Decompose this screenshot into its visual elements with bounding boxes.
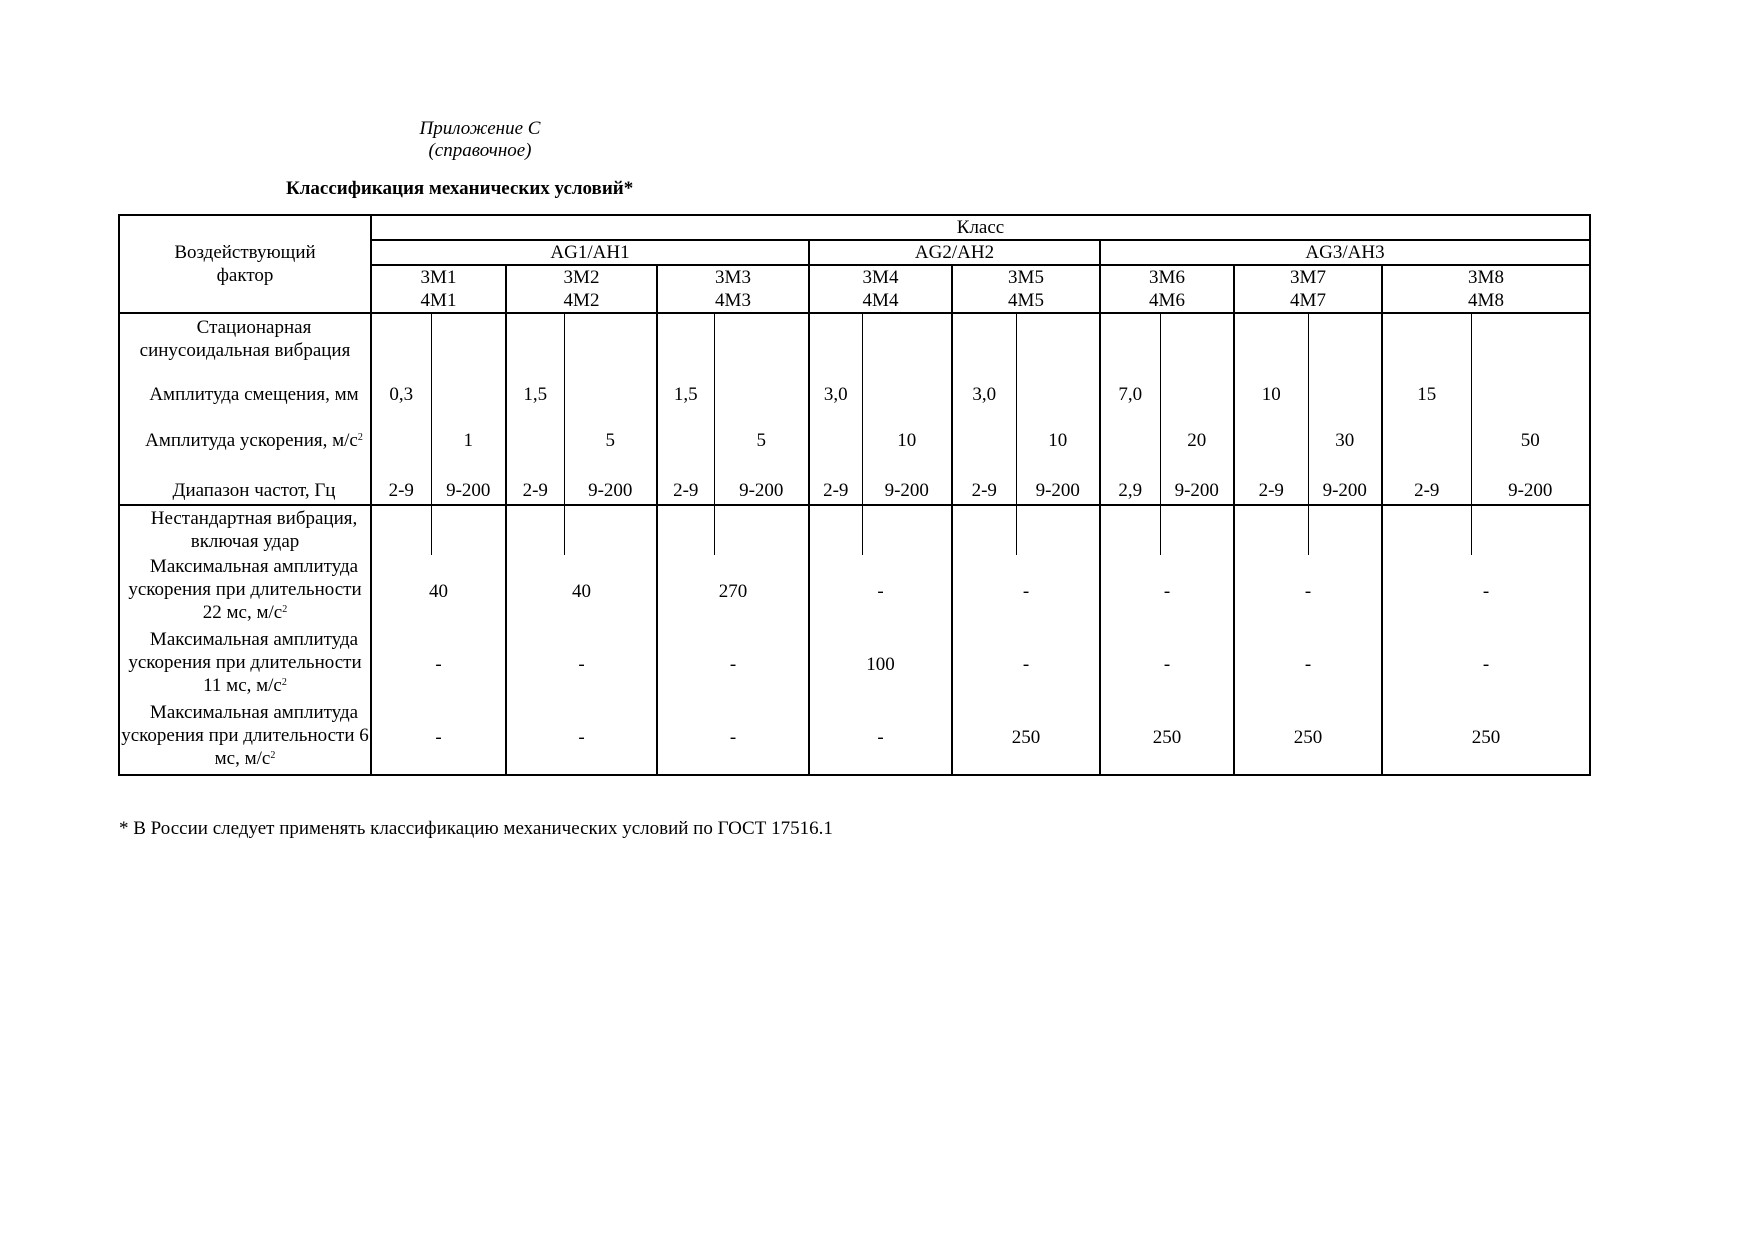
frequency-high: 9-200 bbox=[862, 477, 952, 505]
table-row bbox=[119, 628, 1590, 701]
displacement-value: 15 bbox=[1417, 384, 1437, 405]
class-header-m2: 3M2 4M2 bbox=[506, 265, 657, 313]
shock-value: - bbox=[809, 701, 952, 775]
acceleration-value: 30 bbox=[1308, 429, 1382, 477]
class-header-m1: 3M1 4M1 bbox=[371, 265, 506, 313]
shock-value: - bbox=[952, 628, 1100, 701]
table-row bbox=[119, 477, 1590, 505]
shock-value: 250 bbox=[1100, 701, 1234, 775]
classification-table-container bbox=[118, 214, 1591, 776]
shock-value: - bbox=[809, 555, 952, 628]
frequency-high: 9-200 bbox=[1160, 477, 1234, 505]
shock-section-title: Нестандартная вибрация, включая удар bbox=[119, 505, 371, 555]
shock-value: - bbox=[1382, 628, 1590, 701]
frequency-high: 9-200 bbox=[714, 477, 809, 505]
frequency-low: 2-9 bbox=[1234, 477, 1308, 505]
class-header-m6: 3M6 4M6 bbox=[1100, 265, 1234, 313]
shock-11ms-label: Максимальная амплитуда ускорения при длительности 11 мс, $м/с^2$ bbox=[119, 628, 371, 701]
frequency-low: 2,9 bbox=[1100, 477, 1160, 505]
displacement-value: 0,3 bbox=[389, 384, 414, 405]
factor-header-label: Воздействующий фактор bbox=[174, 242, 316, 286]
displacement-value: 1,5 bbox=[673, 384, 698, 405]
displacement-value: 3,0 bbox=[972, 384, 997, 405]
shock-value: - bbox=[506, 628, 657, 701]
appendix-label: Приложение С bbox=[419, 118, 541, 139]
acceleration-value: 10 bbox=[862, 429, 952, 477]
acceleration-value: 1 bbox=[431, 429, 506, 477]
class-header: Класс bbox=[371, 215, 1590, 240]
frequency-high: 9-200 bbox=[1308, 477, 1382, 505]
frequency-high: 9-200 bbox=[564, 477, 657, 505]
shock-value: - bbox=[1234, 555, 1382, 628]
table-row bbox=[119, 429, 1590, 477]
shock-value: 250 bbox=[952, 701, 1100, 775]
shock-6ms-label: Максимальная амплитуда ускорения при длительности 6 мс, $м/с^2$ bbox=[119, 701, 371, 775]
shock-value: - bbox=[1382, 555, 1590, 628]
shock-value: 250 bbox=[1382, 701, 1590, 775]
shock-value: 40 bbox=[506, 555, 657, 628]
group-header-ag3: AG3/AH3 bbox=[1100, 240, 1590, 265]
frequency-high: 9-200 bbox=[1016, 477, 1100, 505]
shock-22ms-label: Максимальная амплитуда ускорения при длительности 22 мс, $м/с^2$ bbox=[119, 555, 371, 628]
sinus-section-title: Стационарная синусоидальная вибрация bbox=[119, 313, 371, 383]
classification-table bbox=[118, 214, 1591, 776]
displacement-value: 7,0 bbox=[1118, 384, 1143, 405]
frequency-low: 2-9 bbox=[952, 477, 1016, 505]
frequency-high: 9-200 bbox=[1471, 477, 1590, 505]
acceleration-value: 10 bbox=[1016, 429, 1100, 477]
shock-value: - bbox=[1100, 628, 1234, 701]
acceleration-value: 5 bbox=[564, 429, 657, 477]
factor-header bbox=[119, 215, 371, 313]
displacement-value: 1,5 bbox=[523, 384, 548, 405]
frequency-low: 2-9 bbox=[1382, 477, 1471, 505]
class-header-m8: 3M8 4M8 bbox=[1382, 265, 1590, 313]
class-header-m5: 3M5 4M5 bbox=[952, 265, 1100, 313]
shock-value: 40 bbox=[371, 555, 506, 628]
frequency-low: 2-9 bbox=[371, 477, 431, 505]
acceleration-value: 20 bbox=[1160, 429, 1234, 477]
footnote: * В России следует применять классификацию механических условий по ГОСТ 17516.1 bbox=[119, 818, 833, 839]
table-row bbox=[119, 555, 1590, 628]
acceleration-value: 5 bbox=[714, 429, 809, 477]
table-row bbox=[119, 383, 1590, 429]
frequency-low: 2-9 bbox=[506, 477, 564, 505]
displacement-label: Амплитуда смещения, мм bbox=[119, 383, 371, 429]
frequency-label: Диапазон частот, Гц bbox=[119, 477, 371, 505]
group-header-ag1: AG1/AH1 bbox=[371, 240, 809, 265]
frequency-high: 9-200 bbox=[431, 477, 506, 505]
shock-value: 100 bbox=[809, 628, 952, 701]
displacement-value: 10 bbox=[1261, 384, 1281, 405]
shock-value: - bbox=[371, 628, 506, 701]
appendix-note: (справочное) bbox=[428, 140, 532, 161]
shock-value: 270 bbox=[657, 555, 809, 628]
class-header-m7: 3M7 4M7 bbox=[1234, 265, 1382, 313]
group-header-ag2: AG2/AH2 bbox=[809, 240, 1100, 265]
class-header-m3: 3M3 4M3 bbox=[657, 265, 809, 313]
appendix-heading bbox=[380, 118, 580, 162]
shock-value: 250 bbox=[1234, 701, 1382, 775]
acceleration-value: 50 bbox=[1471, 429, 1590, 477]
shock-value: - bbox=[506, 701, 657, 775]
shock-value: - bbox=[657, 701, 809, 775]
displacement-value: 3,0 bbox=[823, 384, 848, 405]
frequency-low: 2-9 bbox=[809, 477, 862, 505]
shock-value: - bbox=[371, 701, 506, 775]
shock-value: - bbox=[952, 555, 1100, 628]
acceleration-label: Амплитуда ускорения, $м/с^2$ bbox=[119, 429, 371, 477]
shock-value: - bbox=[1100, 555, 1234, 628]
shock-value: - bbox=[657, 628, 809, 701]
shock-value: - bbox=[1234, 628, 1382, 701]
frequency-low: 2-9 bbox=[657, 477, 714, 505]
table-title: Классификация механических условий* bbox=[286, 178, 634, 199]
table-row bbox=[119, 701, 1590, 775]
class-header-m4: 3M4 4M4 bbox=[809, 265, 952, 313]
